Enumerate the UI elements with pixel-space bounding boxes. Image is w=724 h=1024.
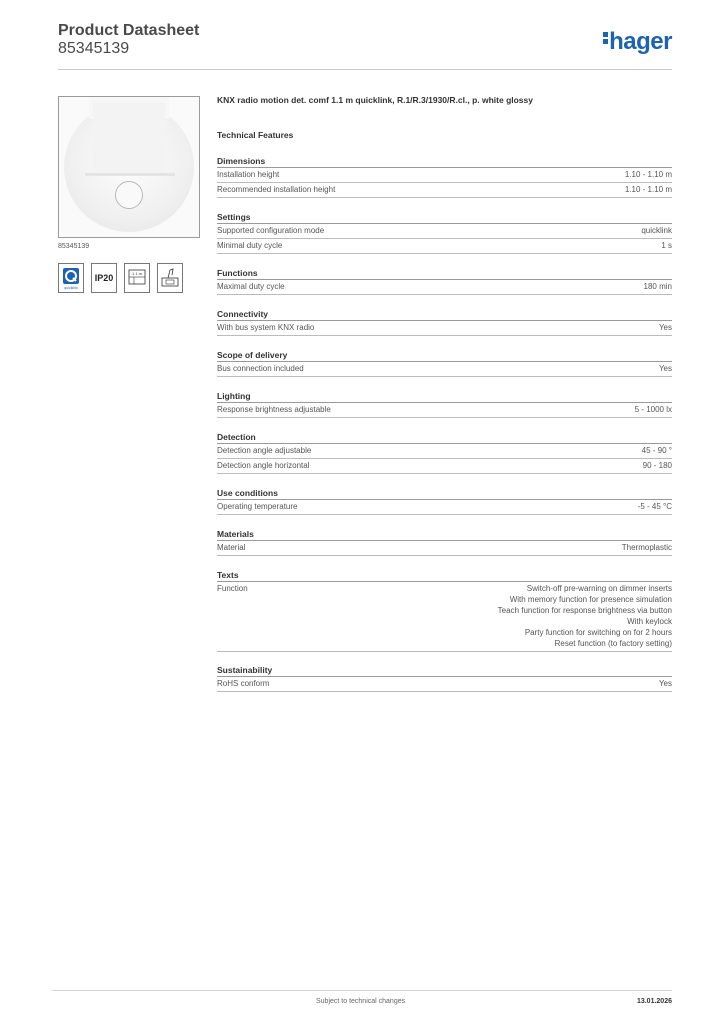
spec-row	[217, 403, 672, 418]
section-title: Texts	[217, 569, 672, 582]
ip20-icon	[91, 263, 117, 293]
spec-label: Recommended installation height	[217, 185, 336, 194]
spec-value: Thermoplastic	[621, 543, 672, 552]
quicklink-label: quicklink	[64, 286, 78, 290]
section-title: Functions	[217, 267, 672, 280]
section-title: Settings	[217, 211, 672, 224]
spec-value: quicklink	[641, 226, 672, 235]
spec-row	[217, 459, 672, 474]
spec-value: Switch-off pre-warning on dimmer inserts	[526, 584, 672, 593]
spec-row	[217, 444, 672, 459]
spec-label: With bus system KNX radio	[217, 323, 315, 332]
spec-value: Yes	[658, 679, 672, 688]
spec-value: 1.10 - 1.10 m	[624, 185, 672, 194]
section-functions	[217, 267, 672, 295]
spec-value: 180 min	[643, 282, 672, 291]
detector-lens	[93, 102, 165, 176]
section-title: Scope of delivery	[217, 349, 672, 362]
spec-value: Reset function (to factory setting)	[554, 639, 672, 648]
section-title: Lighting	[217, 390, 672, 403]
spec-label: Installation height	[217, 170, 280, 179]
spec-value: 5 - 1000 lx	[634, 405, 672, 414]
spec-row	[217, 500, 672, 515]
hand-mounting-icon	[157, 263, 183, 293]
feature-icons	[58, 263, 183, 293]
section-lighting	[217, 390, 672, 418]
spec-label: Bus connection included	[217, 364, 304, 373]
spec-label: Material	[217, 543, 246, 552]
installation-height-icon	[124, 263, 150, 293]
section-connectivity	[217, 308, 672, 336]
spec-value: Yes	[658, 364, 672, 373]
section-title: Detection	[217, 431, 672, 444]
section-detection	[217, 431, 672, 474]
spec-row	[217, 321, 672, 336]
detector-button	[115, 181, 143, 209]
spec-row	[217, 541, 672, 556]
spec-label: Minimal duty cycle	[217, 241, 283, 250]
footer-date: 13.01.2026	[636, 998, 672, 1005]
spec-label: Maximal duty cycle	[217, 282, 285, 291]
logo-text: hager	[609, 28, 672, 55]
spec-row	[217, 224, 672, 239]
header-divider	[58, 69, 672, 70]
spec-row	[217, 582, 672, 652]
datasheet-content	[217, 95, 672, 692]
spec-label: RoHS conform	[217, 679, 270, 688]
section-settings	[217, 211, 672, 254]
section-texts	[217, 569, 672, 652]
section-scope-of-delivery	[217, 349, 672, 377]
spec-row	[217, 280, 672, 295]
image-caption: 85345139	[58, 243, 90, 250]
section-title: Use conditions	[217, 487, 672, 500]
section-dimensions	[217, 155, 672, 198]
section-title: Dimensions	[217, 155, 672, 168]
spec-label: Detection angle horizontal	[217, 461, 310, 470]
footer-note: Subject to technical changes	[316, 998, 406, 1005]
spec-values	[498, 583, 672, 649]
spec-value: Teach function for response brightness via button	[497, 606, 672, 615]
product-title: KNX radio motion det. comf 1.1 m quicklink, R.1/R.3/1930/R.cl., p. white glossy	[217, 95, 533, 105]
product-image	[58, 96, 200, 238]
footer-divider	[52, 990, 672, 991]
spec-row	[217, 362, 672, 377]
spec-label: Supported configuration mode	[217, 226, 325, 235]
section-materials	[217, 528, 672, 556]
section-title: Materials	[217, 528, 672, 541]
spec-value: 1 s	[661, 241, 672, 250]
feature-sections	[217, 155, 672, 556]
spec-value: Yes	[658, 323, 672, 332]
spec-label: Operating temperature	[217, 502, 298, 511]
spec-value: -5 - 45 °C	[637, 502, 672, 511]
article-number: 85345139	[58, 40, 130, 57]
spec-label: Detection angle adjustable	[217, 446, 312, 455]
spec-row	[217, 677, 672, 692]
spec-label: Function	[217, 584, 248, 593]
page-header	[58, 22, 672, 70]
spec-row	[217, 168, 672, 183]
detector-band	[85, 173, 175, 176]
quicklink-icon	[58, 263, 84, 293]
spec-value: Party function for switching on for 2 hours	[524, 628, 672, 637]
section-use-conditions	[217, 487, 672, 515]
spec-row	[217, 183, 672, 198]
spec-label: Response brightness adjustable	[217, 405, 331, 414]
spec-value: 45 - 90 °	[641, 446, 672, 455]
technical-features-heading: Technical Features	[217, 130, 294, 140]
spec-value: 90 - 180	[642, 461, 672, 470]
section-title: Sustainability	[217, 664, 672, 677]
hager-logo	[603, 28, 672, 56]
spec-value: With keylock	[627, 617, 672, 626]
ip20-label: IP20	[94, 273, 114, 283]
spec-value: With memory function for presence simulation	[509, 595, 672, 604]
section-sustainability	[217, 664, 672, 692]
page-title: Product Datasheet	[58, 22, 200, 39]
section-title: Connectivity	[217, 308, 672, 321]
logo-dots-icon	[603, 30, 608, 46]
installation-height-label: 1.1 m	[131, 271, 143, 276]
spec-row	[217, 239, 672, 254]
spec-value: 1.10 - 1.10 m	[624, 170, 672, 179]
